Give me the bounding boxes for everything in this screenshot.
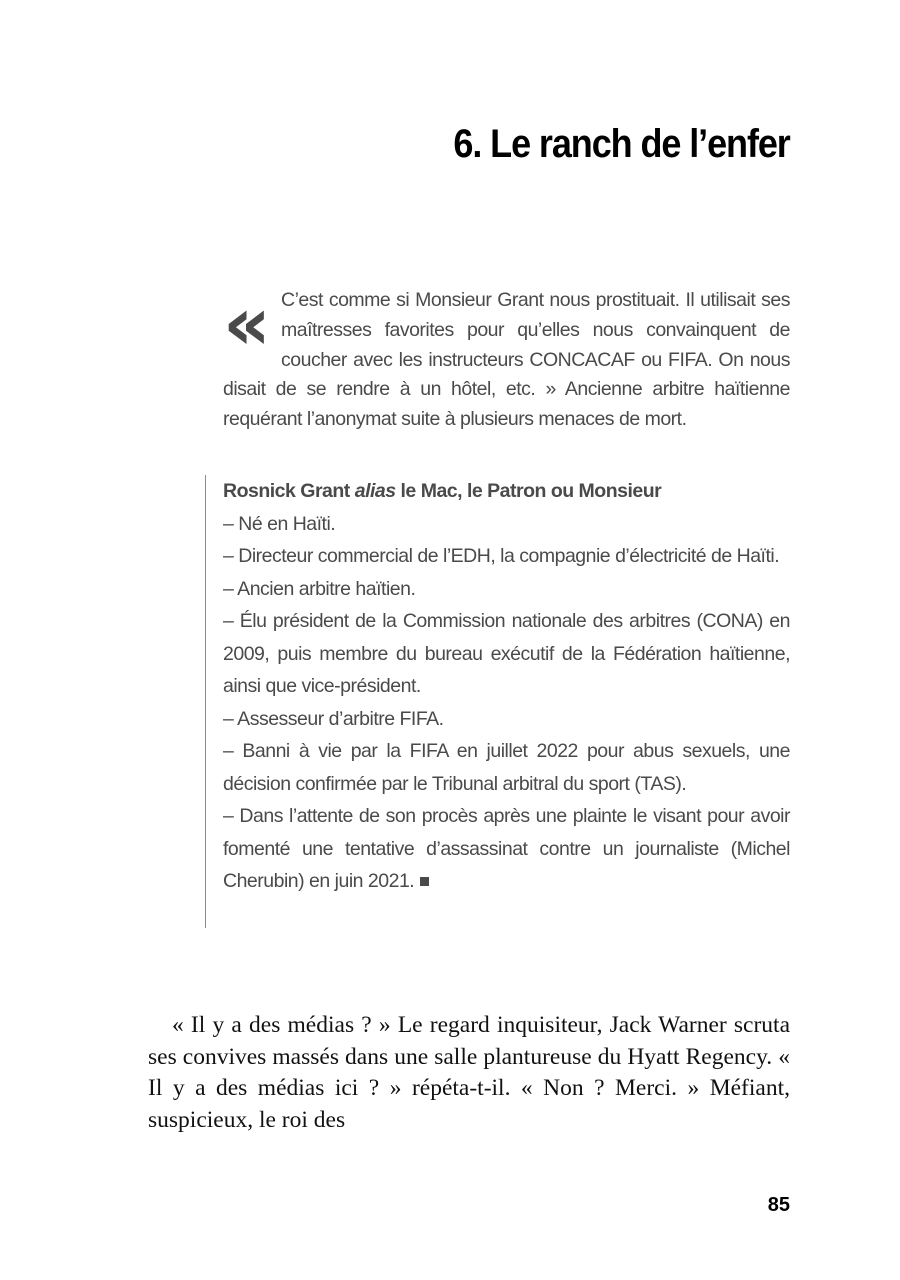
bio-item: – Assesseur d’arbitre FIFA.: [223, 707, 444, 730]
page-number: 85: [767, 1194, 790, 1216]
body-paragraph: « Il y a des médias ? » Le regard inquisiteur, Jack Warner scruta ses convives massés dans une salle plantureuse du Hyatt Regency. « Il y a des médias ici ? » répéta-t-il. « Non ? Merci. » Méfiant, suspicieux, le roi des: [148, 1012, 790, 1133]
bio-item-last: [223, 800, 790, 898]
bio-item-text: – Dans l’attente de son procès après une plainte le visant pour avoir fomenté une tentative d’assassinat contre un journaliste (Michel Cherubin) en juin 2021.: [223, 805, 790, 892]
epigraph-text: C’est comme si Monsieur Grant nous prostituait. Il utilisait ses maîtresses favorites pour qu’elles nous convainquent de coucher avec les instructeurs CONCACAF ou FIFA. On nous disait de se rendre à un hôtel, etc. » Ancienne arbitre haïtienne requérant l’anonymat suite à plusieurs menaces de mort.: [223, 289, 790, 431]
bio-item: – Directeur commercial de l’EDH, la compagnie d’électricité de Haïti.: [223, 545, 780, 567]
bio-item: – Élu président de la Commission nationale des arbitres (CONA) en 2009, puis membre du bureau exécutif de la Fédération haïtienne, ainsi que vice-président.: [223, 610, 790, 697]
bio-item: – Ancien arbitre haïtien.: [223, 577, 416, 600]
bio-item: – Né en Haïti.: [223, 512, 336, 535]
end-square-icon: [420, 877, 429, 886]
bio-title: [223, 475, 790, 508]
bio-content: [223, 475, 790, 898]
bio-name: Rosnick Grant: [223, 480, 350, 502]
epigraph: [223, 281, 790, 435]
bio-item: – Banni à vie par la FIFA en juillet 2022 pour abus sexuels, une décision confirmée par le Tribunal arbitral du sport (TAS).: [223, 740, 790, 795]
bio-box: [205, 475, 791, 928]
quote-mark-icon: «: [223, 281, 271, 367]
bio-alias-names: le Mac, le Patron ou Monsieur: [400, 480, 662, 502]
bio-alias-word: alias: [354, 480, 396, 502]
chapter-title: 6. Le ranch de l’enfer: [453, 122, 790, 166]
